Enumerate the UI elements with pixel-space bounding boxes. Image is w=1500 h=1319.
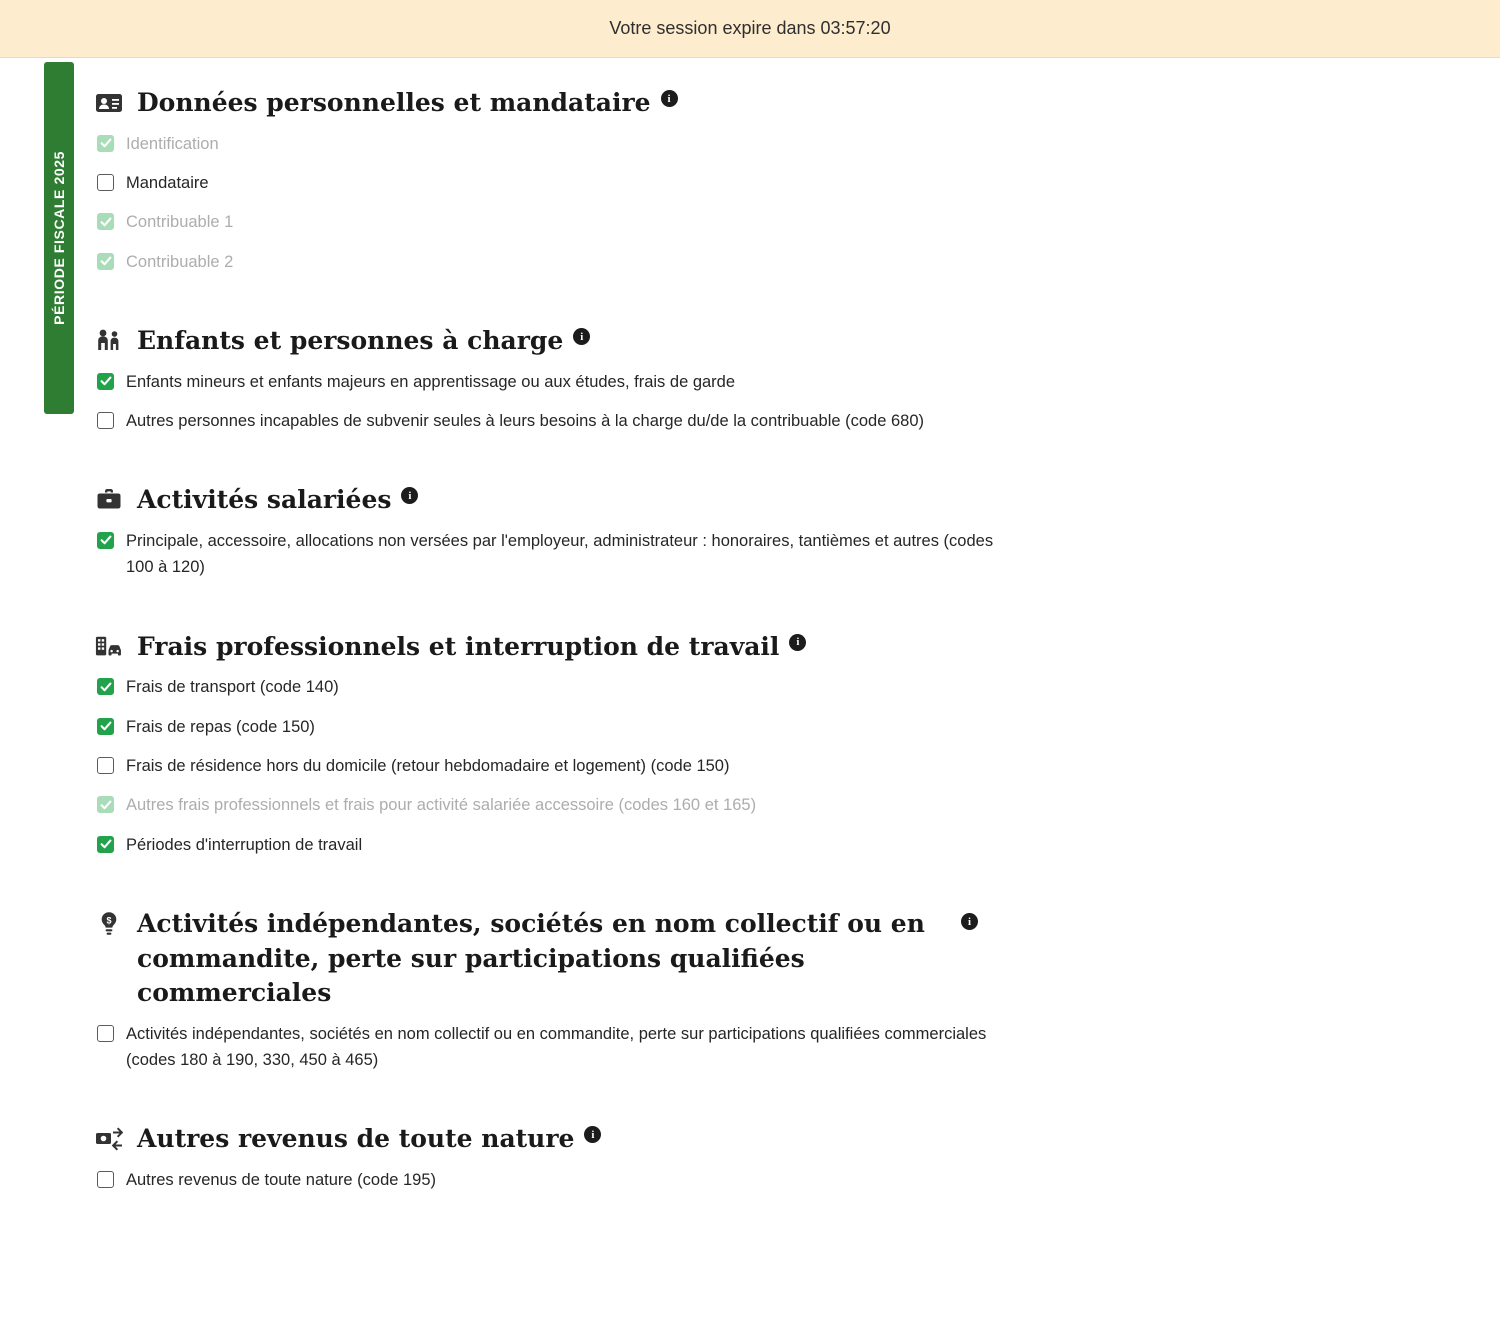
checkbox-label: Principale, accessoire, allocations non versées par l'employeur, administrateur : honoraires, tantièmes et autres (codes 100 à 120): [126, 531, 994, 577]
section-item-list: [0, 674, 1500, 858]
section-title: Données personnelles et mandataire: [137, 88, 651, 117]
section-header: [0, 86, 1500, 121]
section-header: [0, 483, 1500, 518]
section-item-list: [0, 1021, 1500, 1074]
checkbox-label: Autres revenus de toute nature (code 195): [126, 1170, 437, 1189]
section-spacer: [0, 594, 1500, 624]
section-header: [0, 907, 1500, 1011]
checkbox-checked-icon[interactable]: [97, 796, 114, 813]
checkbox-label: Identification: [126, 134, 219, 153]
declaration-sections: [0, 58, 1500, 1242]
info-icon[interactable]: i: [789, 634, 806, 651]
section-spacer: [0, 288, 1500, 318]
section-item-list: [0, 131, 1500, 276]
commute-icon: [95, 632, 123, 662]
section-item-list: [0, 369, 1500, 435]
section-title: Activités salariées: [137, 485, 392, 515]
checkbox-row[interactable]: [97, 792, 1500, 818]
checkbox-row[interactable]: [97, 1167, 1500, 1193]
section-title: Activités indépendantes, sociétés en nom collectif ou en commandite, perte sur participations qualifiées commerciales: [137, 909, 925, 1008]
session-timer-banner: [0, 0, 1500, 58]
section-item-list: [0, 528, 1500, 581]
checkbox-checked-icon[interactable]: [97, 135, 114, 152]
checkbox-label: Frais de repas (code 150): [126, 717, 315, 736]
checkbox-row[interactable]: [97, 753, 1500, 779]
checkbox-label: Mandataire: [126, 173, 209, 192]
lightbulb-dollar-icon: [95, 909, 123, 939]
checkbox-row[interactable]: [97, 528, 1500, 581]
declaration-section: [0, 483, 1500, 623]
checkbox-label: Frais de résidence hors du domicile (retour hebdomadaire et logement) (code 150): [126, 756, 730, 775]
declaration-section: [0, 86, 1500, 318]
section-spacer: [0, 1206, 1500, 1236]
checkbox-label: Autres personnes incapables de subvenir seules à leurs besoins à la charge du/de la contribuable (code 680): [126, 411, 925, 430]
info-icon[interactable]: i: [401, 487, 418, 504]
declaration-section: [0, 1122, 1500, 1236]
checkbox-row[interactable]: [97, 249, 1500, 275]
checkbox-label: Frais de transport (code 140): [126, 678, 339, 697]
checkbox-row[interactable]: [97, 832, 1500, 858]
checkbox-label: Enfants mineurs et enfants majeurs en apprentissage ou aux études, frais de garde: [126, 372, 736, 391]
checkbox-row[interactable]: [97, 674, 1500, 700]
checkbox-unchecked-icon[interactable]: [97, 412, 114, 429]
checkbox-checked-icon[interactable]: [97, 373, 114, 390]
checkbox-checked-icon[interactable]: [97, 213, 114, 230]
checkbox-unchecked-icon[interactable]: [97, 174, 114, 191]
checkbox-checked-icon[interactable]: [97, 836, 114, 853]
checkbox-row[interactable]: [97, 408, 1500, 434]
info-icon[interactable]: i: [584, 1126, 601, 1143]
declaration-section: [0, 324, 1500, 477]
info-icon[interactable]: i: [573, 328, 590, 345]
checkbox-label: Périodes d'interruption de travail: [126, 835, 363, 854]
fiscal-period-label: PÉRIODE FISCALE 2025: [51, 151, 67, 325]
section-title: Frais professionnels et interruption de travail: [137, 631, 780, 661]
checkbox-row[interactable]: [97, 131, 1500, 157]
checkbox-label: Contribuable 1: [126, 213, 234, 232]
info-icon[interactable]: i: [961, 913, 978, 930]
checkbox-checked-icon[interactable]: [97, 253, 114, 270]
section-spacer: [0, 447, 1500, 477]
declaration-section: [0, 907, 1500, 1116]
checkbox-row[interactable]: [97, 209, 1500, 235]
id-card-icon: [95, 88, 123, 118]
svg-text:$: $: [106, 915, 112, 926]
session-timer-text: Votre session expire dans 03:57:20: [609, 18, 891, 38]
checkbox-unchecked-icon[interactable]: [97, 757, 114, 774]
checkbox-unchecked-icon[interactable]: [97, 1025, 114, 1042]
section-title: Autres revenus de toute nature: [137, 1124, 575, 1154]
money-transfer-icon: [95, 1124, 123, 1154]
checkbox-checked-icon[interactable]: [97, 532, 114, 549]
section-spacer: [0, 871, 1500, 901]
section-header: [0, 324, 1500, 359]
declaration-section: [0, 630, 1500, 901]
checkbox-row[interactable]: [97, 1021, 1500, 1074]
checkbox-label: Autres frais professionnels et frais pour activité salariée accessoire (codes 160 et 165): [126, 796, 757, 815]
checkbox-row[interactable]: [97, 170, 1500, 196]
checkbox-label: Contribuable 2: [126, 252, 234, 271]
family-icon: [95, 326, 123, 356]
section-header: [0, 630, 1500, 665]
briefcase-icon: [95, 485, 123, 515]
section-item-list: [0, 1167, 1500, 1193]
checkbox-unchecked-icon[interactable]: [97, 1171, 114, 1188]
checkbox-row[interactable]: [97, 714, 1500, 740]
section-spacer: [0, 1086, 1500, 1116]
section-header: [0, 1122, 1500, 1157]
checkbox-label: Activités indépendantes, sociétés en nom collectif ou en commandite, perte sur participations qualifiées commerciales (codes 180 à 190, 330, 450 à 465): [126, 1024, 987, 1069]
section-title: Enfants et personnes à charge: [137, 326, 564, 356]
checkbox-row[interactable]: [97, 369, 1500, 395]
info-icon[interactable]: i: [661, 90, 678, 107]
checkbox-checked-icon[interactable]: [97, 718, 114, 735]
checkbox-checked-icon[interactable]: [97, 678, 114, 695]
